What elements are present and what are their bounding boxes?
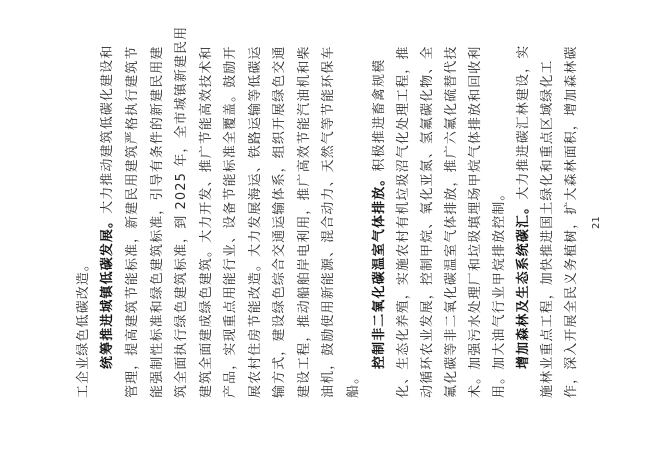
- text-line: [248, 45, 264, 398]
- line-text: 用。加大油气行业甲烷排放控制。: [492, 186, 507, 398]
- text-line: [492, 186, 508, 398]
- text-line: [372, 59, 388, 369]
- line-text: 动循环农业发展，控制甲烷、氧化亚氮、氢氟碳化物、全: [420, 45, 435, 398]
- text-line: [444, 45, 460, 398]
- line-text: 化、生态化养殖，实施农村有机垃圾沼气化处理工程，推: [396, 45, 411, 398]
- text-line: [100, 45, 116, 369]
- page-number: 21: [591, 216, 602, 229]
- text-line: [420, 45, 436, 398]
- line-text: 油机，鼓励使用新能源、混合动力、天然气等节能环保车: [321, 45, 336, 398]
- text-line: [516, 45, 532, 369]
- heading-text: 控制非二氧化碳温室气体排放。: [372, 171, 387, 369]
- line-text: 大力推进碳汇林建设，实: [516, 44, 531, 200]
- line-text: 输方式，建设绿色综合交通运输体系，组织开展绿色交通: [272, 45, 287, 398]
- text-line: [272, 45, 288, 398]
- line-text: 产品，实现重点用能行业、设备节能标准全覆盖。鼓励开: [223, 45, 238, 398]
- line-text: 作，深入开展全民义务植树，扩大森林面积，增加森林碳: [564, 45, 579, 398]
- line-text: 大力推动建筑低碳化建设和: [100, 44, 115, 214]
- text-line: [223, 45, 239, 398]
- line-text: 管理，提高建筑节能标准，新建民用建筑严格执行建筑节: [125, 45, 140, 398]
- text-line: [125, 45, 141, 398]
- line-text: 工企业绿色低碳改造。: [76, 256, 91, 398]
- line-text: 氟化碳等非二氧化碳温室气体排放，推广六氟化硫替代技: [444, 45, 459, 398]
- heading-text: 统筹推进城镇低碳发展。: [100, 213, 115, 369]
- heading-text: 增加森林及生态系统碳汇。: [516, 199, 531, 369]
- line-text: 施林业重点工程，加快推进国土绿化和重点区域绿化工: [540, 59, 555, 398]
- text-line: [564, 45, 580, 398]
- line-text: 展农村住房节能改造。大力发展海运、铁路运输等低碳运: [248, 45, 263, 398]
- line-text: 积极推进畜禽规模: [372, 58, 387, 172]
- text-line: [321, 45, 337, 398]
- line-text: 筑全面执行绿色建筑标准，到 2025 年，全市城镇新建民用: [174, 25, 189, 398]
- text-line: [150, 45, 166, 398]
- line-text: 船。: [346, 369, 361, 398]
- text-line: [396, 45, 412, 398]
- text-line: [76, 257, 92, 398]
- text-line: [199, 45, 215, 398]
- text-line: [174, 26, 190, 398]
- line-text: 建筑全面建成绿色建筑。大力开发、推广节能高效技术和: [199, 45, 214, 398]
- text-line: [346, 370, 362, 398]
- text-line: [540, 60, 556, 398]
- text-line: [468, 45, 484, 398]
- line-text: 能强制性标准和绿色建筑标准，引导有条件的新建民用建: [150, 45, 165, 398]
- text-line: [297, 45, 313, 398]
- line-text: 建设工程，推动船舶岸电利用，推广高效节能汽油机和柴: [297, 45, 312, 398]
- line-text: 术。加强污水处理厂和垃圾填埋场甲烷气体排放和回收利: [468, 45, 483, 398]
